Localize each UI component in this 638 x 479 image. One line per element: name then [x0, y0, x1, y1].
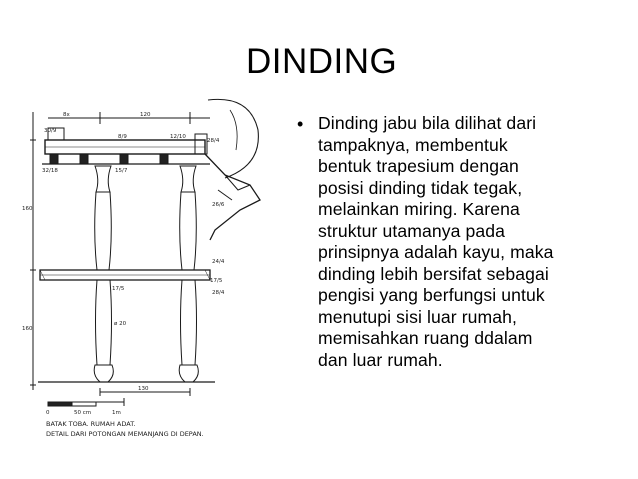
- scale-label: 50 cm: [74, 410, 92, 416]
- column-right-upper: [180, 192, 197, 270]
- dim-label: 17/5: [210, 278, 223, 284]
- bullet-list: [297, 113, 597, 371]
- dim-label: 120: [140, 112, 151, 118]
- bullet-paragraph: Dinding jabu bila dilihat dari tampaknya, membentuk bentuk trapesium dengan posisi dinding tidak tegak, melainkan miring. Karena struktur utamanya pada prinsipnya adalah kayu, maka dinding lebih bersifat sebagai pengisi yang berfungsi untuk menutupi sisi luar rumah, memisahkan ruang ddalam dan luar rumah.: [318, 113, 554, 370]
- column-left-lower: [96, 280, 112, 365]
- dim-label: 24/4: [212, 259, 225, 265]
- dim-label: 28/4: [207, 138, 220, 144]
- column-left-upper: [95, 192, 112, 270]
- dim-label: 26/6: [212, 202, 225, 208]
- dim-label: 15/7: [115, 168, 128, 174]
- slide-title: DINDING: [246, 42, 398, 81]
- dim-label: 12/10: [170, 134, 186, 140]
- dim-label: 17/5: [112, 286, 125, 292]
- dim-label: 160: [22, 326, 33, 332]
- dim-label: 28/4: [212, 290, 225, 296]
- sloped-wall: [205, 154, 260, 240]
- drawing-caption: DETAIL DARI POTONGAN MEMANJANG DI DEPAN.: [46, 430, 204, 438]
- column-right-lower: [181, 280, 197, 365]
- dim-label: 160: [22, 206, 33, 212]
- dim-label: 8x: [63, 112, 70, 118]
- scale-label: 0: [46, 410, 50, 416]
- dim-label: ø 20: [114, 321, 127, 327]
- bullet-marker: •: [297, 114, 304, 134]
- dim-label: 8/9: [118, 134, 127, 140]
- dim-label: 130: [138, 386, 149, 392]
- architectural-drawing: [0, 0, 290, 460]
- drawing-caption: BATAK TOBA. RUMAH ADAT.: [46, 420, 136, 428]
- dim-label: 30/9: [44, 128, 57, 134]
- dim-label: 32/18: [42, 168, 58, 174]
- scale-label: 1m: [112, 410, 121, 416]
